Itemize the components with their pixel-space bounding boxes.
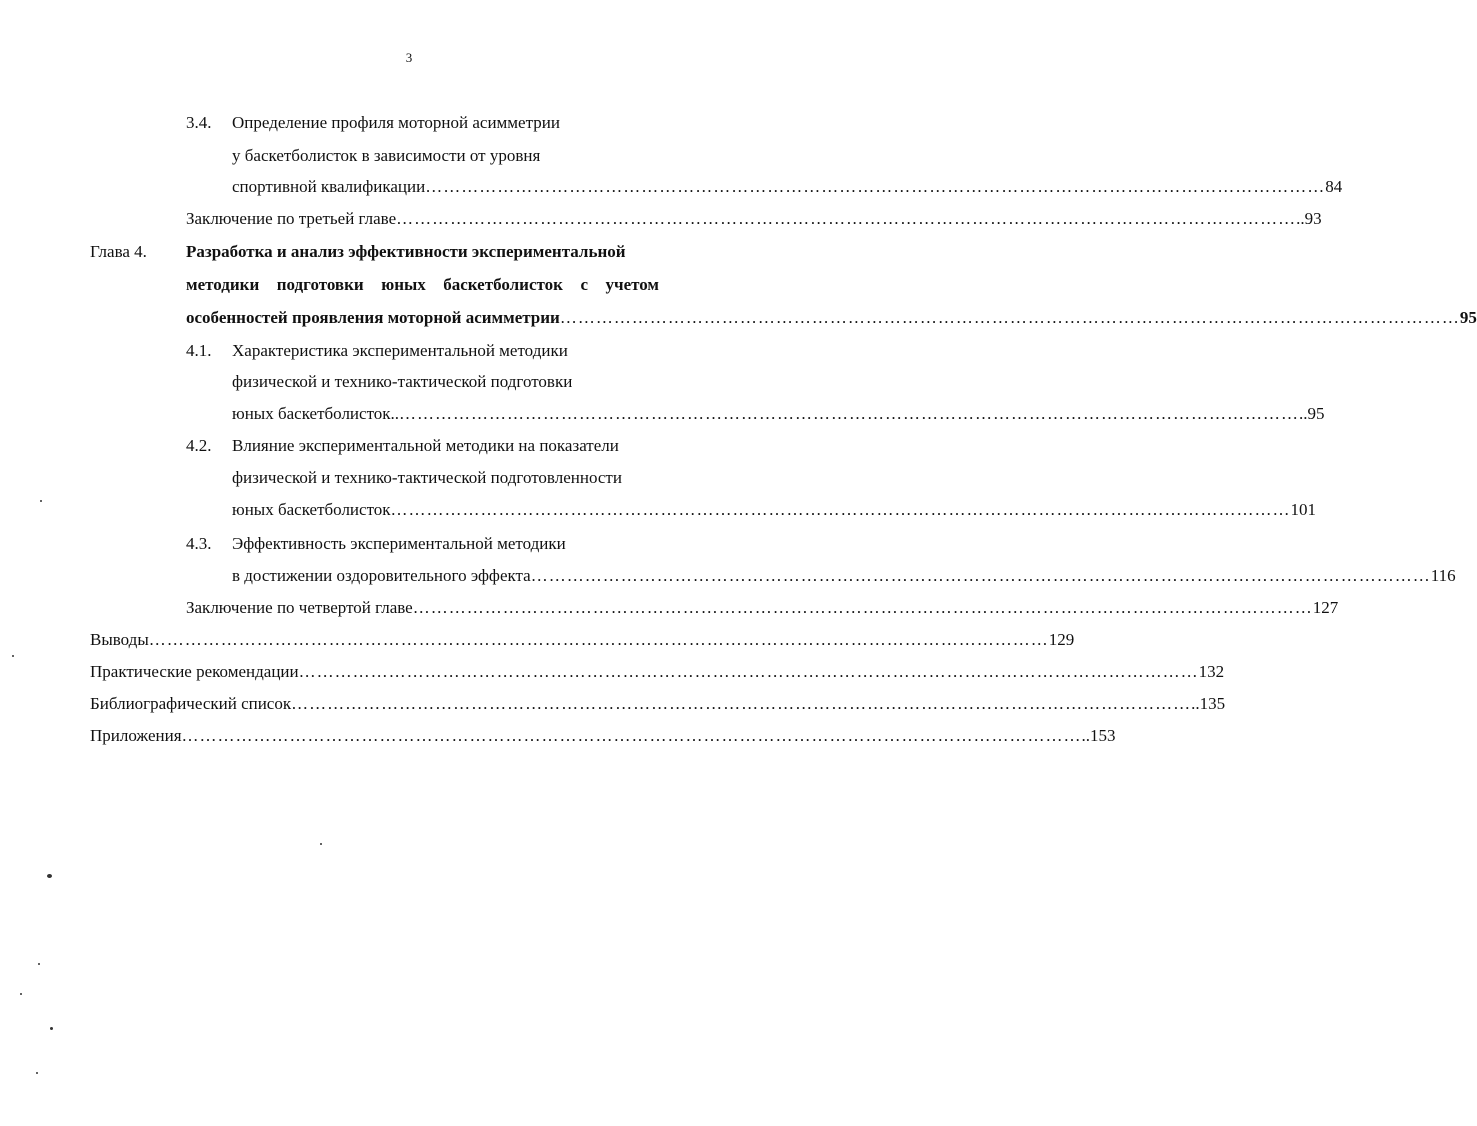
bibliography-page: ..135 [1191,694,1226,713]
chapter-4-label: Глава 4. [90,242,147,261]
appendices-title: Приложения [90,726,182,745]
section-4-3-title-line1: Эффективность экспериментальной методики [232,534,566,553]
section-3-4-title-line2: у баскетболисток в зависимости от уровня [232,146,541,165]
chapter-4-word: учетом [605,275,659,294]
leader-dots: …………………………………………………………………………………………………………………………………… [399,404,1300,423]
page-number: 3 [405,50,413,65]
section-3-4-number: 3.4. [186,113,212,132]
leader-dots: …………………………………………………………………………………………………………………………………… [559,308,1460,327]
section-4-3-title-line2: в достижении оздоровительного эффекта [232,566,531,585]
appendices-page: ..153 [1081,726,1116,745]
scan-speck [50,1027,53,1030]
recommendations-entry[interactable] [90,660,1225,684]
recommendations-page: 132 [1198,662,1225,681]
conclusion-4-page: 127 [1312,598,1339,617]
recommendations-title: Практические рекомендации [90,662,299,681]
section-4-3-number: 4.3. [186,534,212,553]
chapter-4-word: методики [186,275,260,294]
conclusion-3-title: Заключение по третьей главе [186,209,397,228]
section-4-3-page: 116 [1430,566,1456,585]
scan-speck [20,993,22,995]
conclusions-page: 129 [1048,630,1075,649]
chapter-4-title-line3: особенностей проявления моторной асимметрии [186,308,560,327]
scan-speck [320,843,322,845]
leader-dots: …………………………………………………………………………………………………………………………………… [390,500,1291,519]
conclusion-4-entry[interactable] [186,596,1339,620]
bibliography-entry[interactable] [90,692,1226,716]
conclusion-3-entry[interactable] [186,207,1322,231]
scan-speck [36,1072,38,1074]
scan-speck [47,874,52,878]
leader-dots: …………………………………………………………………………………………………………………………………… [412,598,1313,617]
leader-dots: …………………………………………………………………………………………………………………………………… [181,726,1082,745]
section-3-4-title-line3: спортивной квалификации [232,177,426,196]
section-4-1-number: 4.1. [186,341,212,360]
chapter-4-word: с [580,275,588,294]
section-4-1-title-line3: юных баскетболисток.. [232,404,400,423]
chapter-4-entry[interactable] [186,306,1477,330]
conclusion-4-title: Заключение по четвертой главе [186,598,413,617]
chapter-4-word: юных [381,275,426,294]
section-3-4-entry[interactable] [232,175,1343,199]
leader-dots: …………………………………………………………………………………………………………………………………… [291,694,1192,713]
chapter-4-title-line2 [186,273,659,297]
section-4-2-title-line3: юных баскетболисток [232,500,391,519]
leader-dots: …………………………………………………………………………………………………………………………………… [148,630,1049,649]
section-4-3-entry[interactable] [232,564,1456,588]
chapter-4-page: 95 [1459,308,1477,327]
leader-dots: …………………………………………………………………………………………………………………………………… [298,662,1199,681]
section-4-2-entry[interactable] [232,498,1317,522]
leader-dots: …………………………………………………………………………………………………………………………………… [530,566,1431,585]
leader-dots: …………………………………………………………………………………………………………………………………… [396,209,1297,228]
section-4-2-title-line1: Влияние экспериментальной методики на показатели [232,436,619,455]
scan-speck [12,655,14,657]
section-4-1-entry[interactable] [232,402,1325,426]
chapter-4-word: баскетболисток [443,275,563,294]
appendices-entry[interactable] [90,724,1116,748]
section-4-1-title-line2: физической и технико-тактической подготовки [232,372,573,391]
chapter-4-title-line1: Разработка и анализ эффективности экспериментальной [186,242,626,261]
section-3-4-title-line1: Определение профиля моторной асимметрии [232,113,560,132]
conclusion-3-page: ..93 [1296,209,1322,228]
section-4-2-title-line2: физической и технико-тактической подготовленности [232,468,622,487]
section-4-1-page: ..95 [1299,404,1325,423]
section-3-4-page: 84 [1325,177,1343,196]
bibliography-title: Библиографический список [90,694,292,713]
chapter-4-word: подготовки [276,275,364,294]
section-4-1-title-line1: Характеристика экспериментальной методики [232,341,568,360]
conclusions-title: Выводы [90,630,149,649]
section-4-2-number: 4.2. [186,436,212,455]
section-4-2-page: 101 [1290,500,1317,519]
scan-speck [40,500,42,502]
conclusions-entry[interactable] [90,628,1075,652]
leader-dots: …………………………………………………………………………………………………………………………………… [425,177,1326,196]
scan-speck [38,963,40,965]
